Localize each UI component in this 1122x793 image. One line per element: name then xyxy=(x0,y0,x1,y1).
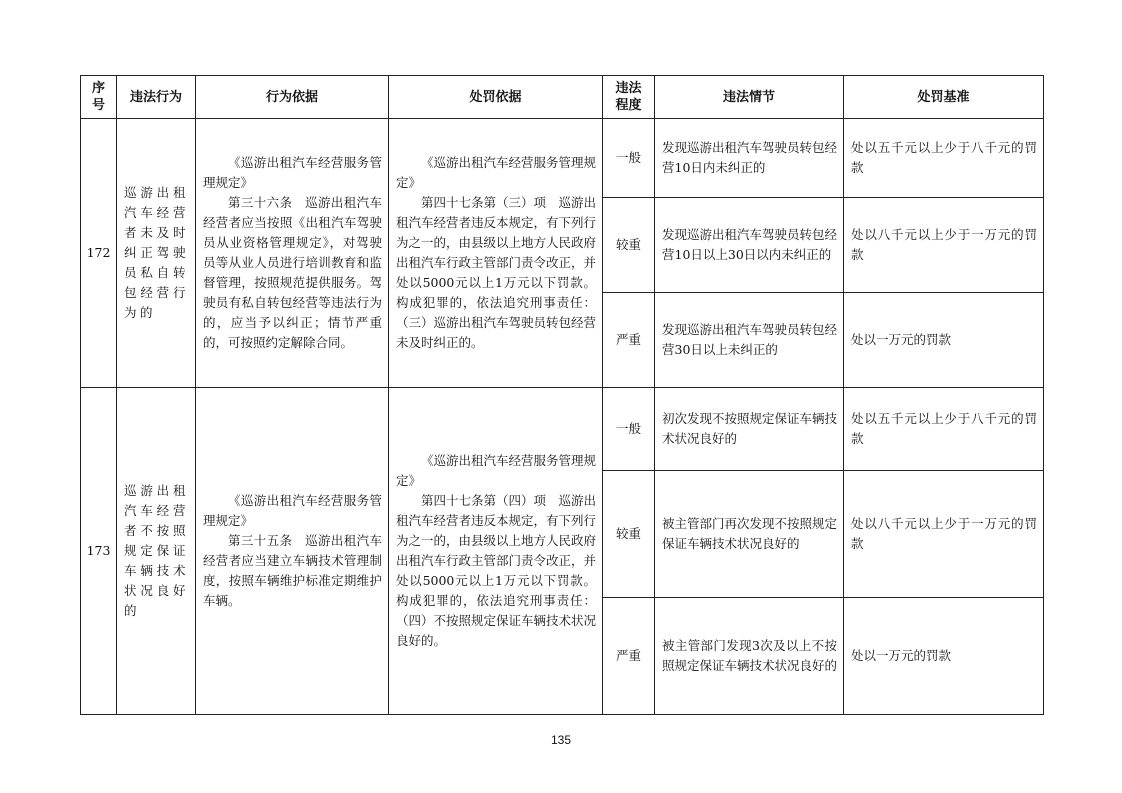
row-seq: 172 xyxy=(81,119,117,388)
header-degree: 违法程度 xyxy=(603,76,655,119)
standard-cell: 处以八千元以上少于一万元的罚款 xyxy=(844,198,1044,293)
act-basis-text: 第三十五条 巡游出租汽车经营者应当建立车辆技术管理制度，按照车辆维护标准定期维护车辆。 xyxy=(203,533,382,608)
circumstance-cell: 发现巡游出租汽车驾驶员转包经营10日内未纠正的 xyxy=(655,119,844,198)
degree-cell: 严重 xyxy=(603,598,655,715)
penalty-basis-title: 《巡游出租汽车经营服务管理规定》 xyxy=(396,155,597,190)
circumstance-cell: 发现巡游出租汽车驾驶员转包经营30日以上未纠正的 xyxy=(655,293,844,388)
header-penalty-basis: 处罚依据 xyxy=(389,76,603,119)
header-seq: 序号 xyxy=(81,76,117,119)
row-act-basis xyxy=(196,388,389,715)
circumstance-cell: 发现巡游出租汽车驾驶员转包经营10日以上30日以内未纠正的 xyxy=(655,198,844,293)
header-standard: 处罚基准 xyxy=(844,76,1044,119)
header-row xyxy=(81,76,1044,119)
standard-cell: 处以八千元以上少于一万元的罚款 xyxy=(844,471,1044,598)
circumstance-cell: 被主管部门发现3次及以上不按照规定保证车辆技术状况良好的 xyxy=(655,598,844,715)
penalty-basis-title: 《巡游出租汽车经营服务管理规定》 xyxy=(396,453,597,488)
act-basis-title: 《巡游出租汽车经营服务管理规定》 xyxy=(203,493,382,528)
degree-cell: 一般 xyxy=(603,119,655,198)
row-violation: 巡游出租汽车经营者不按照规定保证车辆技术状况良好的 xyxy=(117,388,196,715)
penalty-basis-text: 第四十七条第（三）项 巡游出租汽车经营者违反本规定，有下列行为之一的，由县级以上地方人民政府出租汽车行政主管部门责令改正，并处以5000元以上1万元以下罚款。构成犯罪的，依法追究刑事责任：（三）巡游出租汽车驾驶员转包经营未及时纠正的。 xyxy=(396,195,597,350)
header-circumstance: 违法情节 xyxy=(655,76,844,119)
penalty-standards-table xyxy=(80,75,1044,715)
row-act-basis xyxy=(196,119,389,388)
degree-cell: 严重 xyxy=(603,293,655,388)
standard-cell: 处以一万元的罚款 xyxy=(844,598,1044,715)
degree-cell: 较重 xyxy=(603,198,655,293)
circumstance-cell: 初次发现不按照规定保证车辆技术状况良好的 xyxy=(655,388,844,471)
header-act-basis: 行为依据 xyxy=(196,76,389,119)
header-violation: 违法行为 xyxy=(117,76,196,119)
table-row xyxy=(81,388,1044,471)
standard-cell: 处以五千元以上少于八千元的罚款 xyxy=(844,388,1044,471)
page-number: 135 xyxy=(550,733,572,747)
penalty-basis-text: 第四十七条第（四）项 巡游出租汽车经营者违反本规定，有下列行为之一的，由县级以上地方人民政府出租汽车行政主管部门责令改正，并处以5000元以上1万元以下罚款。构成犯罪的，依法追究刑事责任：（四）不按照规定保证车辆技术状况良好的。 xyxy=(396,493,597,648)
act-basis-text: 第三十六条 巡游出租汽车经营者应当按照《出租汽车驾驶员从业资格管理规定》，对驾驶员等从业人员进行培训教育和监督管理，按照规范提供服务。驾驶员有私自转包经营等违法行为的，应当予以纠正；情节严重的，可按照约定解除合同。 xyxy=(203,195,382,350)
standard-cell: 处以五千元以上少于八千元的罚款 xyxy=(844,119,1044,198)
circumstance-cell: 被主管部门再次发现不按照规定保证车辆技术状况良好的 xyxy=(655,471,844,598)
row-violation: 巡游出租汽车经营者未及时纠正驾驶员私自转包经营行为的 xyxy=(117,119,196,388)
row-penalty-basis xyxy=(389,388,603,715)
standard-cell: 处以一万元的罚款 xyxy=(844,293,1044,388)
degree-cell: 较重 xyxy=(603,471,655,598)
table-row xyxy=(81,119,1044,198)
row-seq: 173 xyxy=(81,388,117,715)
degree-cell: 一般 xyxy=(603,388,655,471)
row-penalty-basis xyxy=(389,119,603,388)
act-basis-title: 《巡游出租汽车经营服务管理规定》 xyxy=(203,155,382,190)
